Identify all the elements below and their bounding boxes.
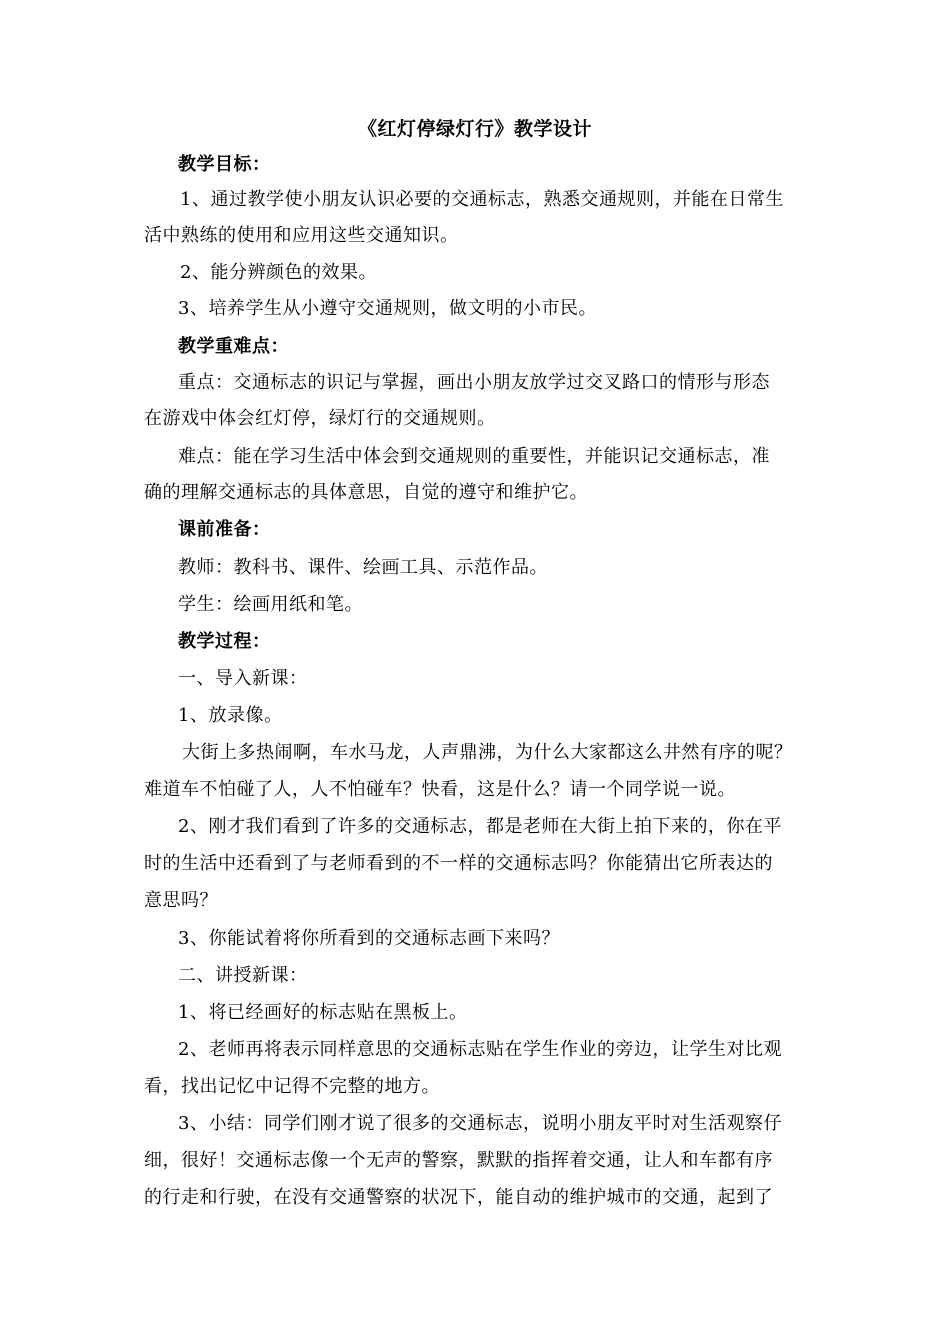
part-1-para-line-1: 大街上多热闹啊，车水马龙，人声鼎沸，为什么大家都这么井然有序的呢？ <box>182 742 793 763</box>
part-1-item-2-line-1: 2、刚才我们看到了许多的交通标志，都是老师在大街上拍下来的，你在平 <box>178 816 782 837</box>
part-1-para-line-2: 难道车不怕碰了人，人不怕碰车？快看，这是什么？请一个同学说一说。 <box>144 779 736 800</box>
goal-1-line-1: 1、通过教学使小朋友认识必要的交通标志，熟悉交通规则，并能在日常生 <box>180 189 784 210</box>
key-point-line-2: 在游戏中体会红灯停，绿灯行的交通规则。 <box>144 408 496 429</box>
key-point-line-1: 重点：交通标志的识记与掌握，画出小朋友放学过交叉路口的情形与形态 <box>178 372 770 393</box>
prep-teacher: 教师：教科书、课件、绘画工具、示范作品。 <box>178 557 548 578</box>
heading-goals: 教学目标： <box>178 154 271 175</box>
part-2-item-3-line-1: 3、小结：同学们刚才说了很多的交通标志，说明小朋友平时对生活观察仔 <box>178 1113 782 1134</box>
part-1-item-2-line-2: 时的生活中还看到了与老师看到的不一样的交通标志吗？你能猜出它所表达的 <box>144 853 773 874</box>
part-1-item-1: 1、放录像。 <box>178 705 283 726</box>
goal-1-line-2: 活中熟练的使用和应用这些交通知识。 <box>144 225 459 246</box>
part-1-heading: 一、导入新课： <box>178 668 308 689</box>
part-2-item-1: 1、将已经画好的标志贴在黑板上。 <box>178 1002 468 1023</box>
heading-prep: 课前准备： <box>178 519 271 540</box>
goal-2: 2、能分辨颜色的效果。 <box>180 262 377 283</box>
part-2-item-3-line-2: 细，很好！交通标志像一个无声的警察，默默的指挥着交通，让人和车都有序 <box>144 1150 773 1171</box>
goal-3: 3、培养学生从小遵守交通规则，做文明的小市民。 <box>178 298 597 319</box>
part-2-heading: 二、讲授新课： <box>178 965 308 986</box>
difficulty-line-1: 难点：能在学习生活中体会到交通规则的重要性，并能识记交通标志，准 <box>178 446 770 467</box>
document-title: 《红灯停绿灯行》教学设计 <box>357 118 592 140</box>
part-2-item-2-line-2: 看，找出记忆中记得不完整的地方。 <box>144 1076 440 1097</box>
difficulty-line-2: 确的理解交通标志的具体意思，自觉的遵守和维护它。 <box>144 482 588 503</box>
part-2-item-2-line-1: 2、老师再将表示同样意思的交通标志贴在学生作业的旁边，让学生对比观 <box>178 1039 782 1060</box>
part-1-item-2-line-3: 意思吗？ <box>144 890 218 911</box>
part-1-item-3: 3、你能试着将你所看到的交通标志画下来吗？ <box>178 928 560 949</box>
heading-key-points: 教学重难点： <box>178 336 289 357</box>
heading-process: 教学过程： <box>178 631 271 652</box>
prep-student: 学生：绘画用纸和笔。 <box>178 594 363 615</box>
part-2-item-3-line-3: 的行走和行驶，在没有交通警察的状况下，能自动的维护城市的交通，起到了 <box>144 1187 773 1208</box>
